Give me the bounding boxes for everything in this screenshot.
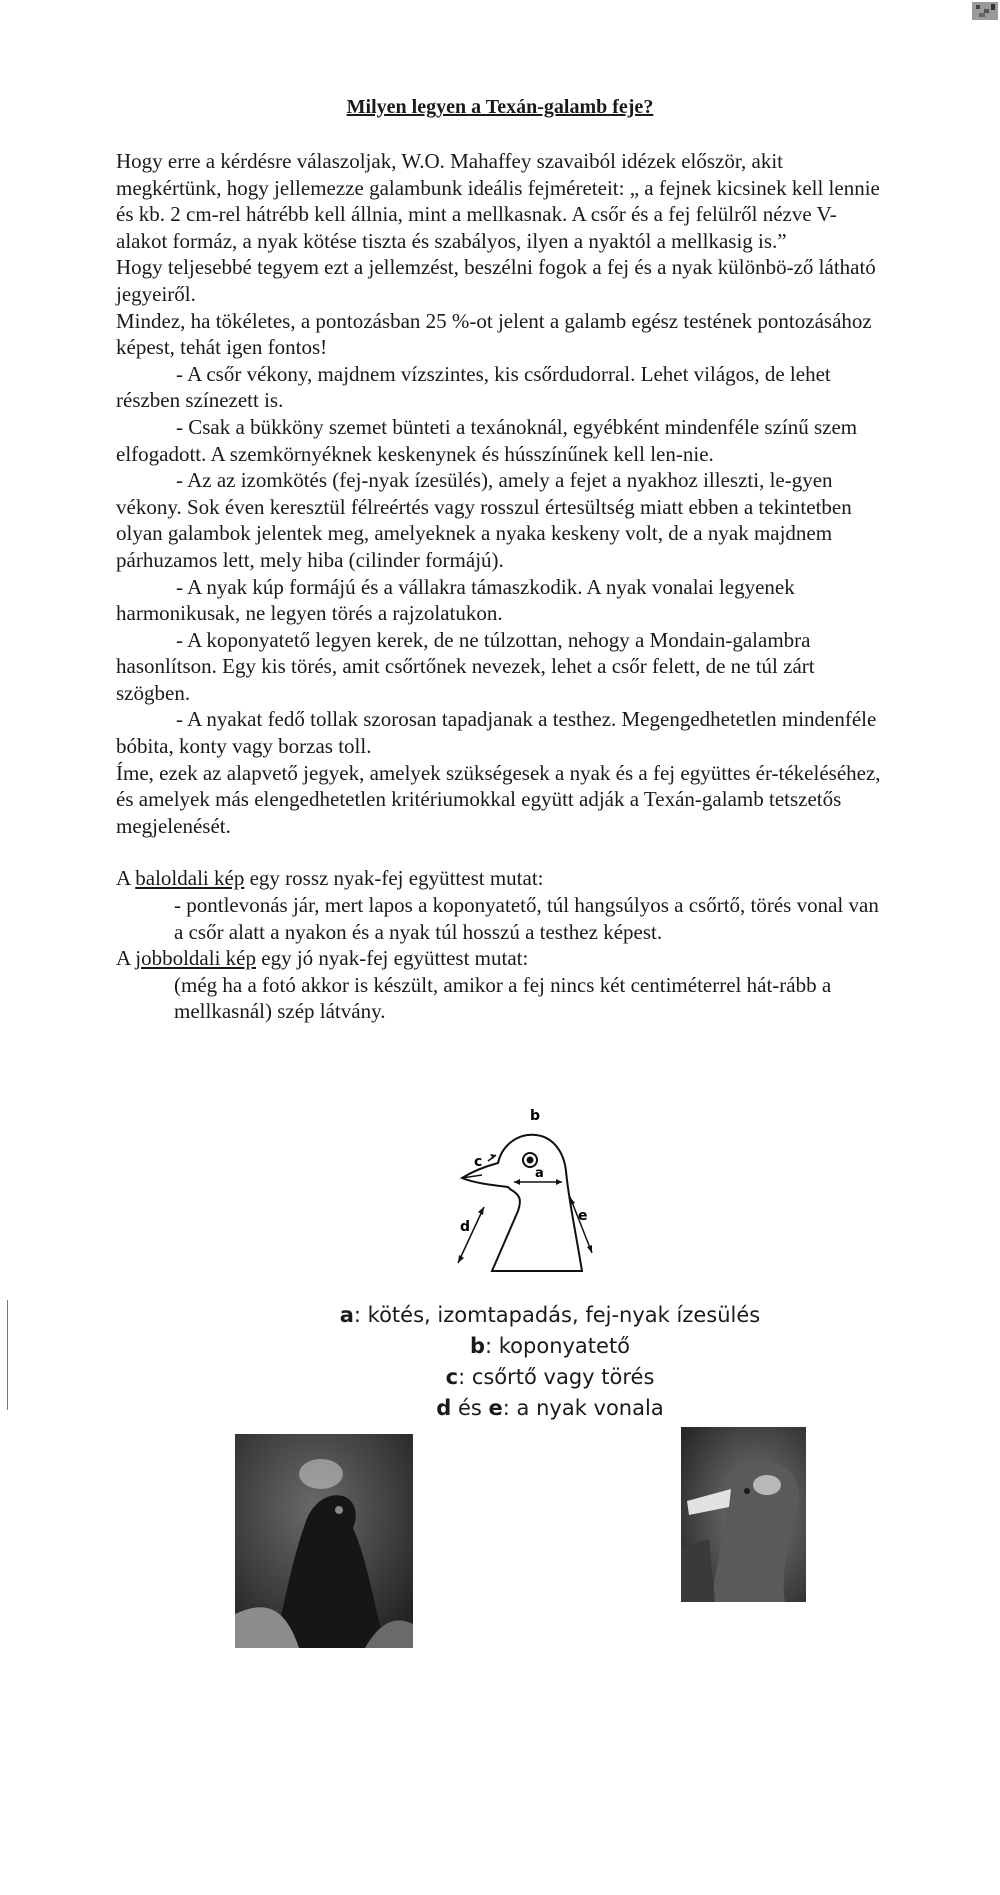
legend-row-b: b: koponyatető xyxy=(469,1334,631,1358)
paragraph-neck: - A nyak kúp formájú és a vállakra támaszkodik. A nyak vonalai legyenek harmonikusak, ne legyen törés a rajzolatukon. xyxy=(116,574,795,626)
diagram-label-b: b xyxy=(530,1108,541,1124)
paragraph-muscle: - Az az izomkötés (fej-nyak ízesülés), amely a fejet a nyakhoz illeszti, le-gyen vékony. Sok éven keresztül félreértés vagy rosszul értesültség miatt ebben a tekintetben olyan galambok jelentek meg, amelyeknek a nyaka keskeny volt, de a nyak majdnem párhuzamos lett, mely hiba (cilinder formájú). xyxy=(116,468,852,572)
left-image-intro: A baloldali kép egy rossz nyak-fej együttest mutat: xyxy=(116,866,544,891)
diagram-label-c: c xyxy=(474,1154,483,1170)
paragraph-intro: Hogy erre a kérdésre válaszoljak, W.O. Mahaffey szavaiból idézek először, akit megkértünk, hogy jellemezze galambunk ideális fejméreteit: „ a fejnek kicsinek kell lennie és kb. 2 cm-rel hátrébb kell állnia, mint a mellkasnak. A csőr és a fej felülről nézve V-alakot formáz, a nyak kötése tiszta és szabályos, ilyen a nyaktól a mellkasig is.” xyxy=(116,149,880,253)
legend-row-c: c: csőrtő vagy törés xyxy=(445,1365,655,1389)
paragraph-skull: - A koponyatető legyen kerek, de ne túlzottan, nehogy a Mondain-galambra hasonlítson. Egy kis törés, amit csőrtőnek nevezek, lehet a csőr felett, de ne túl zárt szögben. xyxy=(116,627,815,705)
left-photo-bad-neck xyxy=(235,1434,413,1648)
left-image-reference: baloldali kép xyxy=(135,866,245,891)
paragraph-summary: Íme, ezek az alapvető jegyek, amelyek szükségesek a nyak és a fej együttes ér-tékeléséhez, és amelyek más elengedhetetlen kritériumokkal együtt adják a Texán-galamb tetszetős megjelenését. xyxy=(116,760,881,838)
paragraph-score: Mindez, ha tökéletes, a pontozásban 25 %-ot jelent a galamb egész testének pontozásához képest, tehát igen fontos! xyxy=(116,308,872,360)
diagram-label-e: e xyxy=(578,1208,588,1224)
diagram-label-d: d xyxy=(460,1219,471,1235)
pigeon-head-diagram xyxy=(448,1103,614,1281)
right-image-detail: (még ha a fotó akkor is készült, amikor a fej nincs két centiméterrel hát-rább a mellkasnál) szép látvány. xyxy=(174,972,832,1024)
right-photo-good-neck xyxy=(681,1427,806,1602)
paragraph-feathers: - A nyakat fedő tollak szorosan tapadjanak a testhez. Megengedhetetlen mindenféle bóbita, konty vagy borzas toll. xyxy=(116,707,877,759)
article-body xyxy=(116,148,881,1025)
right-image-reference: jobboldali kép xyxy=(135,946,256,971)
paragraph-complete: Hogy teljesebbé tegyem ezt a jellemzést, beszélni fogok a fej és a nyak különbö-ző látható jegyeiről. xyxy=(116,255,876,306)
legend-row-a: a: kötés, izomtapadás, fej-nyak ízesülés xyxy=(339,1303,761,1327)
paragraph-eye: - Csak a bükköny szemet bünteti a texánoknál, egyébként mindenféle színű szem elfogadott. A szemkörnyéknek keskenynek és hússzínűnek kell len-nie. xyxy=(116,414,858,466)
diagram-legend xyxy=(250,1300,850,1424)
left-image-detail: - pontlevonás jár, mert lapos a koponyatető, túl hangsúlyos a csőrtő, törés vonal van a csőr alatt a nyakon és a nyak túl hosszú a testhez képest. xyxy=(174,893,879,944)
paragraph-beak: - A csőr vékony, majdnem vízszintes, kis csőrdudorral. Lehet világos, de lehet részben színezett is. xyxy=(116,361,831,413)
scan-corner-mark xyxy=(970,0,1000,22)
scan-margin-line xyxy=(7,1300,8,1410)
right-image-intro: A jobboldali kép egy jó nyak-fej együttest mutat: xyxy=(116,946,529,971)
legend-row-de: d és e: a nyak vonala xyxy=(436,1396,664,1420)
diagram-label-a: a xyxy=(535,1166,544,1181)
page-title: Milyen legyen a Texán-galamb feje? xyxy=(346,96,654,118)
